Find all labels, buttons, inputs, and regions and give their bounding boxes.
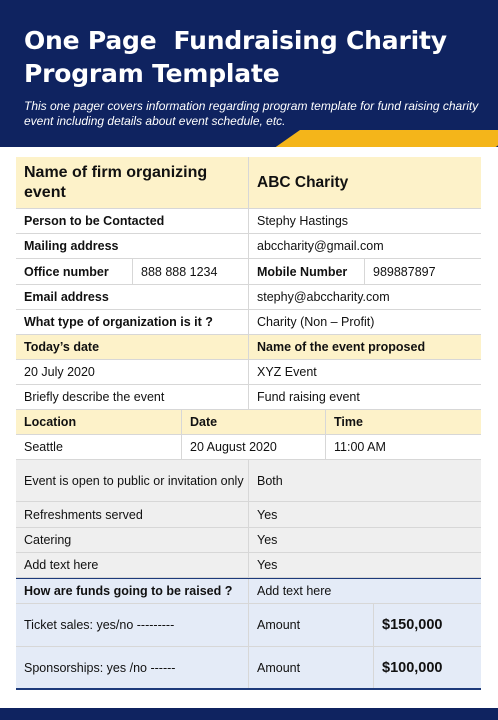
row-mailing bbox=[16, 234, 481, 259]
row-email bbox=[16, 285, 481, 310]
date-label: Today’s date bbox=[24, 340, 100, 354]
funds-label: How are funds going to be raised ? bbox=[24, 584, 233, 598]
event-name-label: Name of the event proposed bbox=[248, 335, 481, 359]
header-banner bbox=[0, 0, 498, 147]
event-name-value: XYZ Event bbox=[248, 360, 481, 384]
row-date-header bbox=[16, 335, 481, 360]
add-value: Yes bbox=[248, 553, 481, 577]
location-label: Location bbox=[24, 415, 77, 429]
describe-label: Briefly describe the event bbox=[24, 390, 165, 404]
time-value: 11:00 AM bbox=[325, 435, 481, 459]
office-value: 888 888 1234 bbox=[132, 259, 248, 284]
row-contact bbox=[16, 209, 481, 234]
catering-value: Yes bbox=[248, 528, 481, 552]
firm-label: Name of firm organizing event bbox=[24, 163, 208, 201]
add-label: Add text here bbox=[24, 558, 99, 572]
sponsor-amount-value: $100,000 bbox=[373, 647, 481, 688]
location-value: Seattle bbox=[24, 440, 63, 454]
row-date-values bbox=[16, 360, 481, 385]
mobile-value: 989887897 bbox=[364, 259, 481, 284]
row-open bbox=[16, 460, 481, 502]
row-sponsorships bbox=[16, 647, 481, 690]
row-describe bbox=[16, 385, 481, 410]
row-catering bbox=[16, 528, 481, 553]
email-value: stephy@abccharity.com bbox=[248, 285, 481, 309]
contact-label: Person to be Contacted bbox=[24, 214, 165, 228]
refresh-label: Refreshments served bbox=[24, 507, 143, 522]
mobile-label: Mobile Number bbox=[248, 259, 364, 284]
open-label: Event is open to public or invitation only bbox=[24, 473, 244, 488]
org-type-value: Charity (Non – Profit) bbox=[248, 310, 481, 334]
open-value: Both bbox=[248, 460, 481, 501]
row-ticket-sales bbox=[16, 604, 481, 647]
catering-label: Catering bbox=[24, 533, 72, 547]
sponsor-amount-label: Amount bbox=[248, 647, 373, 688]
describe-value: Fund raising event bbox=[248, 385, 481, 409]
row-org-type bbox=[16, 310, 481, 335]
mailing-label: Mailing address bbox=[24, 239, 119, 253]
fundraising-form bbox=[16, 157, 481, 690]
time-label: Time bbox=[325, 410, 481, 434]
page-title: One Page Fundraising Charity Program Template bbox=[24, 26, 447, 88]
mailing-value: abccharity@gmail.com bbox=[248, 234, 481, 258]
org-type-label: What type of organization is it ? bbox=[24, 315, 213, 329]
date-value: 20 July 2020 bbox=[24, 365, 95, 379]
accent-stripe bbox=[257, 130, 498, 147]
event-date-value: 20 August 2020 bbox=[181, 435, 325, 459]
contact-value: Stephy Hastings bbox=[248, 209, 481, 233]
footer-bar bbox=[0, 708, 498, 720]
ticket-label: Ticket sales: yes/no --------- bbox=[24, 618, 175, 632]
row-office-mobile bbox=[16, 259, 481, 285]
refresh-value: Yes bbox=[248, 502, 481, 527]
event-date-label: Date bbox=[181, 410, 325, 434]
ticket-amount-value: $150,000 bbox=[373, 604, 481, 646]
row-firm-name bbox=[16, 157, 481, 209]
row-add-text bbox=[16, 553, 481, 578]
row-location-values bbox=[16, 435, 481, 460]
row-refreshments bbox=[16, 502, 481, 528]
funds-value: Add text here bbox=[248, 579, 481, 603]
email-label: Email address bbox=[24, 290, 109, 304]
office-label: Office number bbox=[24, 264, 109, 279]
firm-value: ABC Charity bbox=[248, 157, 481, 208]
row-funds bbox=[16, 578, 481, 604]
page-subtitle: This one pager covers information regarding program template for fund raising charity event including details about event schedule, etc. bbox=[24, 99, 479, 128]
ticket-amount-label: Amount bbox=[248, 604, 373, 646]
sponsor-label: Sponsorships: yes /no ------ bbox=[24, 660, 176, 675]
row-location-header bbox=[16, 410, 481, 435]
